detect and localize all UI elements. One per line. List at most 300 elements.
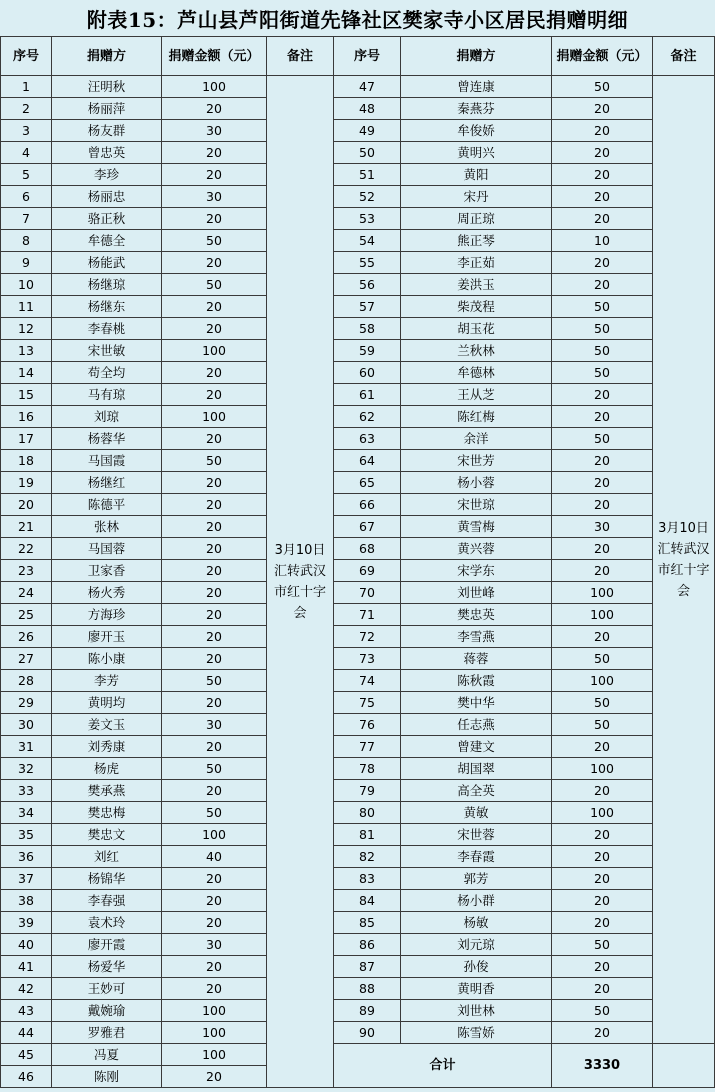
header-note: 备注 <box>653 37 715 76</box>
seq-cell: 5 <box>1 164 52 186</box>
donor-name-cell: 杨蓉华 <box>52 428 162 450</box>
donor-name-cell: 李珍 <box>52 164 162 186</box>
donor-name-cell: 宋世蓉 <box>401 824 552 846</box>
seq-cell: 72 <box>334 626 401 648</box>
donor-name-cell: 曾建文 <box>401 736 552 758</box>
header-donor: 捐赠方 <box>401 37 552 76</box>
donor-name-cell: 王妙可 <box>52 978 162 1000</box>
amount-cell: 20 <box>552 846 653 868</box>
seq-cell: 46 <box>1 1066 52 1088</box>
amount-cell: 20 <box>162 978 267 1000</box>
seq-cell: 16 <box>1 406 52 428</box>
table-row <box>1 934 715 956</box>
donor-name-cell: 杨敏 <box>401 912 552 934</box>
seq-cell: 89 <box>334 1000 401 1022</box>
donor-name-cell: 高全英 <box>401 780 552 802</box>
amount-cell: 10 <box>552 230 653 252</box>
donor-name-cell: 李雪燕 <box>401 626 552 648</box>
amount-cell: 20 <box>552 736 653 758</box>
seq-cell: 40 <box>1 934 52 956</box>
total-note-cell <box>653 1044 715 1088</box>
donor-name-cell: 李芳 <box>52 670 162 692</box>
donor-name-cell: 杨虎 <box>52 758 162 780</box>
donor-name-cell: 黄兴蓉 <box>401 538 552 560</box>
seq-cell: 14 <box>1 362 52 384</box>
amount-cell: 20 <box>552 472 653 494</box>
table-row <box>1 1022 715 1044</box>
amount-cell: 20 <box>552 868 653 890</box>
amount-cell: 20 <box>552 384 653 406</box>
seq-cell: 79 <box>334 780 401 802</box>
seq-cell: 63 <box>334 428 401 450</box>
donor-name-cell: 刘元琼 <box>401 934 552 956</box>
seq-cell: 51 <box>334 164 401 186</box>
amount-cell: 20 <box>552 142 653 164</box>
amount-cell: 20 <box>162 1066 267 1088</box>
amount-cell: 20 <box>162 736 267 758</box>
seq-cell: 49 <box>334 120 401 142</box>
amount-cell: 100 <box>162 340 267 362</box>
amount-cell: 20 <box>552 120 653 142</box>
donor-name-cell: 宋丹 <box>401 186 552 208</box>
donor-name-cell: 黄明香 <box>401 978 552 1000</box>
donor-name-cell: 熊正琴 <box>401 230 552 252</box>
seq-cell: 31 <box>1 736 52 758</box>
amount-cell: 20 <box>162 164 267 186</box>
table-row <box>1 142 715 164</box>
seq-cell: 87 <box>334 956 401 978</box>
amount-cell: 20 <box>552 406 653 428</box>
seq-cell: 78 <box>334 758 401 780</box>
amount-cell: 20 <box>162 626 267 648</box>
donor-name-cell: 刘琼 <box>52 406 162 428</box>
seq-cell: 71 <box>334 604 401 626</box>
amount-cell: 20 <box>552 538 653 560</box>
donor-name-cell: 杨火秀 <box>52 582 162 604</box>
table-row <box>1 912 715 934</box>
donor-name-cell: 杨能武 <box>52 252 162 274</box>
table-row <box>1 758 715 780</box>
donor-name-cell: 樊忠梅 <box>52 802 162 824</box>
seq-cell: 64 <box>334 450 401 472</box>
seq-cell: 43 <box>1 1000 52 1022</box>
amount-cell: 50 <box>552 340 653 362</box>
table-row <box>1 648 715 670</box>
table-row <box>1 846 715 868</box>
donor-name-cell: 宋世琼 <box>401 494 552 516</box>
seq-cell: 84 <box>334 890 401 912</box>
amount-cell: 20 <box>162 692 267 714</box>
amount-cell: 20 <box>552 1022 653 1044</box>
amount-cell: 20 <box>162 780 267 802</box>
table-row <box>1 230 715 252</box>
seq-cell: 19 <box>1 472 52 494</box>
donor-name-cell: 杨友群 <box>52 120 162 142</box>
amount-cell: 20 <box>162 890 267 912</box>
table-row <box>1 252 715 274</box>
donor-name-cell: 袁术玲 <box>52 912 162 934</box>
seq-cell: 20 <box>1 494 52 516</box>
seq-cell: 48 <box>334 98 401 120</box>
table-row <box>1 692 715 714</box>
donor-name-cell: 陈秋霞 <box>401 670 552 692</box>
table-row <box>1 538 715 560</box>
amount-cell: 20 <box>162 142 267 164</box>
table-row <box>1 340 715 362</box>
amount-cell: 20 <box>162 208 267 230</box>
donor-name-cell: 汪明秋 <box>52 76 162 98</box>
donor-name-cell: 兰秋林 <box>401 340 552 362</box>
seq-cell: 17 <box>1 428 52 450</box>
amount-cell: 50 <box>552 692 653 714</box>
amount-cell: 30 <box>162 186 267 208</box>
donor-name-cell: 柴茂程 <box>401 296 552 318</box>
donor-name-cell: 任志燕 <box>401 714 552 736</box>
donor-name-cell: 曾忠英 <box>52 142 162 164</box>
header-amount: 捐赠金额（元） <box>162 37 267 76</box>
table-row <box>1 824 715 846</box>
seq-cell: 80 <box>334 802 401 824</box>
amount-cell: 100 <box>552 604 653 626</box>
seq-cell: 65 <box>334 472 401 494</box>
seq-cell: 41 <box>1 956 52 978</box>
donor-name-cell: 陈小康 <box>52 648 162 670</box>
amount-cell: 50 <box>162 274 267 296</box>
donor-name-cell: 廖开玉 <box>52 626 162 648</box>
donor-name-cell: 杨丽忠 <box>52 186 162 208</box>
seq-cell: 18 <box>1 450 52 472</box>
donation-table <box>0 36 715 1088</box>
seq-cell: 62 <box>334 406 401 428</box>
seq-cell: 44 <box>1 1022 52 1044</box>
seq-cell: 15 <box>1 384 52 406</box>
donor-name-cell: 戴婉瑜 <box>52 1000 162 1022</box>
table-row <box>1 736 715 758</box>
seq-cell: 33 <box>1 780 52 802</box>
seq-cell: 56 <box>334 274 401 296</box>
seq-cell: 32 <box>1 758 52 780</box>
table-row <box>1 516 715 538</box>
seq-cell: 70 <box>334 582 401 604</box>
donor-name-cell: 宋世芳 <box>401 450 552 472</box>
amount-cell: 20 <box>552 978 653 1000</box>
table-row <box>1 296 715 318</box>
table-row <box>1 604 715 626</box>
seq-cell: 39 <box>1 912 52 934</box>
donor-name-cell: 罗雅君 <box>52 1022 162 1044</box>
donor-name-cell: 杨锦华 <box>52 868 162 890</box>
seq-cell: 77 <box>334 736 401 758</box>
seq-cell: 85 <box>334 912 401 934</box>
amount-cell: 40 <box>162 846 267 868</box>
donor-name-cell: 姜洪玉 <box>401 274 552 296</box>
donor-name-cell: 李春霞 <box>401 846 552 868</box>
seq-cell: 34 <box>1 802 52 824</box>
amount-cell: 20 <box>162 384 267 406</box>
donor-name-cell: 杨继东 <box>52 296 162 318</box>
seq-cell: 38 <box>1 890 52 912</box>
donor-name-cell: 牟俊娇 <box>401 120 552 142</box>
seq-cell: 1 <box>1 76 52 98</box>
donor-name-cell: 杨继琼 <box>52 274 162 296</box>
table-row <box>1 98 715 120</box>
amount-cell: 20 <box>552 890 653 912</box>
amount-cell: 20 <box>162 472 267 494</box>
amount-cell: 50 <box>552 362 653 384</box>
amount-cell: 20 <box>162 956 267 978</box>
table-row <box>1 428 715 450</box>
seq-cell: 21 <box>1 516 52 538</box>
seq-cell: 66 <box>334 494 401 516</box>
donor-name-cell: 黄敏 <box>401 802 552 824</box>
amount-cell: 20 <box>552 560 653 582</box>
seq-cell: 55 <box>334 252 401 274</box>
seq-cell: 53 <box>334 208 401 230</box>
seq-cell: 2 <box>1 98 52 120</box>
amount-cell: 20 <box>552 450 653 472</box>
amount-cell: 50 <box>162 670 267 692</box>
amount-cell: 30 <box>162 120 267 142</box>
donor-name-cell: 陈雪娇 <box>401 1022 552 1044</box>
donor-name-cell: 陈红梅 <box>401 406 552 428</box>
amount-cell: 20 <box>162 582 267 604</box>
amount-cell: 20 <box>162 560 267 582</box>
seq-cell: 29 <box>1 692 52 714</box>
amount-cell: 100 <box>552 802 653 824</box>
table-row <box>1 208 715 230</box>
amount-cell: 20 <box>162 362 267 384</box>
donor-name-cell: 刘世峰 <box>401 582 552 604</box>
donor-name-cell: 王从芝 <box>401 384 552 406</box>
amount-cell: 50 <box>162 758 267 780</box>
donor-name-cell: 张林 <box>52 516 162 538</box>
seq-cell: 88 <box>334 978 401 1000</box>
amount-cell: 20 <box>162 538 267 560</box>
amount-cell: 20 <box>552 494 653 516</box>
seq-cell: 26 <box>1 626 52 648</box>
donor-name-cell: 马国霞 <box>52 450 162 472</box>
seq-cell: 52 <box>334 186 401 208</box>
seq-cell: 10 <box>1 274 52 296</box>
amount-cell: 100 <box>162 1000 267 1022</box>
seq-cell: 7 <box>1 208 52 230</box>
donor-name-cell: 卫家香 <box>52 560 162 582</box>
header-note: 备注 <box>267 37 334 76</box>
amount-cell: 50 <box>552 648 653 670</box>
donor-name-cell: 孙俊 <box>401 956 552 978</box>
table-row <box>1 978 715 1000</box>
donor-name-cell: 李春强 <box>52 890 162 912</box>
seq-cell: 76 <box>334 714 401 736</box>
amount-cell: 20 <box>552 780 653 802</box>
table-title: 附表15：芦山县芦阳街道先锋社区樊家寺小区居民捐赠明细 <box>0 0 715 36</box>
header-donor: 捐赠方 <box>52 37 162 76</box>
donor-name-cell: 牟德全 <box>52 230 162 252</box>
donor-name-cell: 黄明均 <box>52 692 162 714</box>
seq-cell: 59 <box>334 340 401 362</box>
amount-cell: 20 <box>552 626 653 648</box>
donor-name-cell: 苟全均 <box>52 362 162 384</box>
amount-cell: 20 <box>552 912 653 934</box>
seq-cell: 50 <box>334 142 401 164</box>
seq-cell: 83 <box>334 868 401 890</box>
donor-name-cell: 刘红 <box>52 846 162 868</box>
donor-name-cell: 秦燕芬 <box>401 98 552 120</box>
amount-cell: 50 <box>552 428 653 450</box>
donor-name-cell: 陈刚 <box>52 1066 162 1088</box>
seq-cell: 6 <box>1 186 52 208</box>
donor-name-cell: 杨继红 <box>52 472 162 494</box>
amount-cell: 50 <box>552 1000 653 1022</box>
amount-cell: 20 <box>162 516 267 538</box>
donor-name-cell: 杨丽萍 <box>52 98 162 120</box>
donor-name-cell: 杨小群 <box>401 890 552 912</box>
amount-cell: 20 <box>552 208 653 230</box>
seq-cell: 22 <box>1 538 52 560</box>
seq-cell: 13 <box>1 340 52 362</box>
amount-cell: 20 <box>162 648 267 670</box>
table-row <box>1 318 715 340</box>
header-row <box>1 37 715 76</box>
donor-name-cell: 黄雪梅 <box>401 516 552 538</box>
amount-cell: 20 <box>162 98 267 120</box>
header-seq: 序号 <box>1 37 52 76</box>
seq-cell: 86 <box>334 934 401 956</box>
amount-cell: 50 <box>552 934 653 956</box>
donor-name-cell: 樊忠文 <box>52 824 162 846</box>
donor-name-cell: 姜文玉 <box>52 714 162 736</box>
amount-cell: 20 <box>552 186 653 208</box>
seq-cell: 68 <box>334 538 401 560</box>
table-row <box>1 802 715 824</box>
seq-cell: 4 <box>1 142 52 164</box>
table-row <box>1 186 715 208</box>
amount-cell: 20 <box>162 494 267 516</box>
seq-cell: 45 <box>1 1044 52 1066</box>
donor-name-cell: 黄阳 <box>401 164 552 186</box>
amount-cell: 100 <box>552 582 653 604</box>
table-row <box>1 362 715 384</box>
seq-cell: 12 <box>1 318 52 340</box>
amount-cell: 20 <box>162 868 267 890</box>
table-row <box>1 670 715 692</box>
table-body <box>1 37 715 1088</box>
amount-cell: 50 <box>162 230 267 252</box>
amount-cell: 50 <box>552 714 653 736</box>
amount-cell: 100 <box>162 824 267 846</box>
seq-cell: 61 <box>334 384 401 406</box>
amount-cell: 20 <box>552 274 653 296</box>
amount-cell: 50 <box>552 76 653 98</box>
amount-cell: 20 <box>552 252 653 274</box>
amount-cell: 100 <box>162 76 267 98</box>
amount-cell: 100 <box>552 670 653 692</box>
donor-name-cell: 胡国翠 <box>401 758 552 780</box>
seq-cell: 23 <box>1 560 52 582</box>
seq-cell: 9 <box>1 252 52 274</box>
donor-name-cell: 杨爱华 <box>52 956 162 978</box>
table-row <box>1 164 715 186</box>
amount-cell: 20 <box>162 428 267 450</box>
seq-cell: 67 <box>334 516 401 538</box>
seq-cell: 8 <box>1 230 52 252</box>
header-seq: 序号 <box>334 37 401 76</box>
seq-cell: 47 <box>334 76 401 98</box>
amount-cell: 30 <box>162 934 267 956</box>
seq-cell: 11 <box>1 296 52 318</box>
right-note-cell: 3月10日汇转武汉市红十字会 <box>653 76 715 1044</box>
left-note-cell: 3月10日汇转武汉市红十字会 <box>267 76 334 1088</box>
donor-name-cell: 廖开霞 <box>52 934 162 956</box>
seq-cell: 60 <box>334 362 401 384</box>
amount-cell: 20 <box>552 956 653 978</box>
amount-cell: 20 <box>162 912 267 934</box>
donor-name-cell: 宋学东 <box>401 560 552 582</box>
total-label-cell: 合计 <box>334 1044 552 1088</box>
donor-name-cell: 马国蓉 <box>52 538 162 560</box>
seq-cell: 82 <box>334 846 401 868</box>
seq-cell: 57 <box>334 296 401 318</box>
seq-cell: 28 <box>1 670 52 692</box>
donor-name-cell: 骆正秋 <box>52 208 162 230</box>
amount-cell: 20 <box>552 164 653 186</box>
seq-cell: 69 <box>334 560 401 582</box>
donor-name-cell: 马有琼 <box>52 384 162 406</box>
seq-cell: 73 <box>334 648 401 670</box>
donor-name-cell: 曾连康 <box>401 76 552 98</box>
donor-name-cell: 樊承燕 <box>52 780 162 802</box>
donor-name-cell: 陈德平 <box>52 494 162 516</box>
amount-cell: 20 <box>552 98 653 120</box>
amount-cell: 50 <box>162 450 267 472</box>
donor-name-cell: 胡玉花 <box>401 318 552 340</box>
table-row <box>1 472 715 494</box>
seq-cell: 75 <box>334 692 401 714</box>
donor-name-cell: 樊忠英 <box>401 604 552 626</box>
donor-name-cell: 刘秀康 <box>52 736 162 758</box>
table-row <box>1 560 715 582</box>
seq-cell: 90 <box>334 1022 401 1044</box>
table-row <box>1 890 715 912</box>
seq-cell: 24 <box>1 582 52 604</box>
amount-cell: 100 <box>162 1022 267 1044</box>
seq-cell: 58 <box>334 318 401 340</box>
table-row <box>1 76 715 98</box>
table-row <box>1 714 715 736</box>
amount-cell: 20 <box>552 824 653 846</box>
donor-name-cell: 周正琼 <box>401 208 552 230</box>
seq-cell: 74 <box>334 670 401 692</box>
donor-name-cell: 余洋 <box>401 428 552 450</box>
amount-cell: 50 <box>162 802 267 824</box>
amount-cell: 100 <box>162 1044 267 1066</box>
table-row <box>1 582 715 604</box>
amount-cell: 50 <box>552 296 653 318</box>
donor-name-cell: 方海珍 <box>52 604 162 626</box>
donor-name-cell: 郭芳 <box>401 868 552 890</box>
amount-cell: 50 <box>552 318 653 340</box>
donor-name-cell: 冯夏 <box>52 1044 162 1066</box>
amount-cell: 30 <box>162 714 267 736</box>
amount-cell: 20 <box>162 318 267 340</box>
donor-name-cell: 李春桃 <box>52 318 162 340</box>
seq-cell: 25 <box>1 604 52 626</box>
table-row <box>1 406 715 428</box>
seq-cell: 54 <box>334 230 401 252</box>
donor-name-cell: 牟德林 <box>401 362 552 384</box>
seq-cell: 81 <box>334 824 401 846</box>
seq-cell: 30 <box>1 714 52 736</box>
